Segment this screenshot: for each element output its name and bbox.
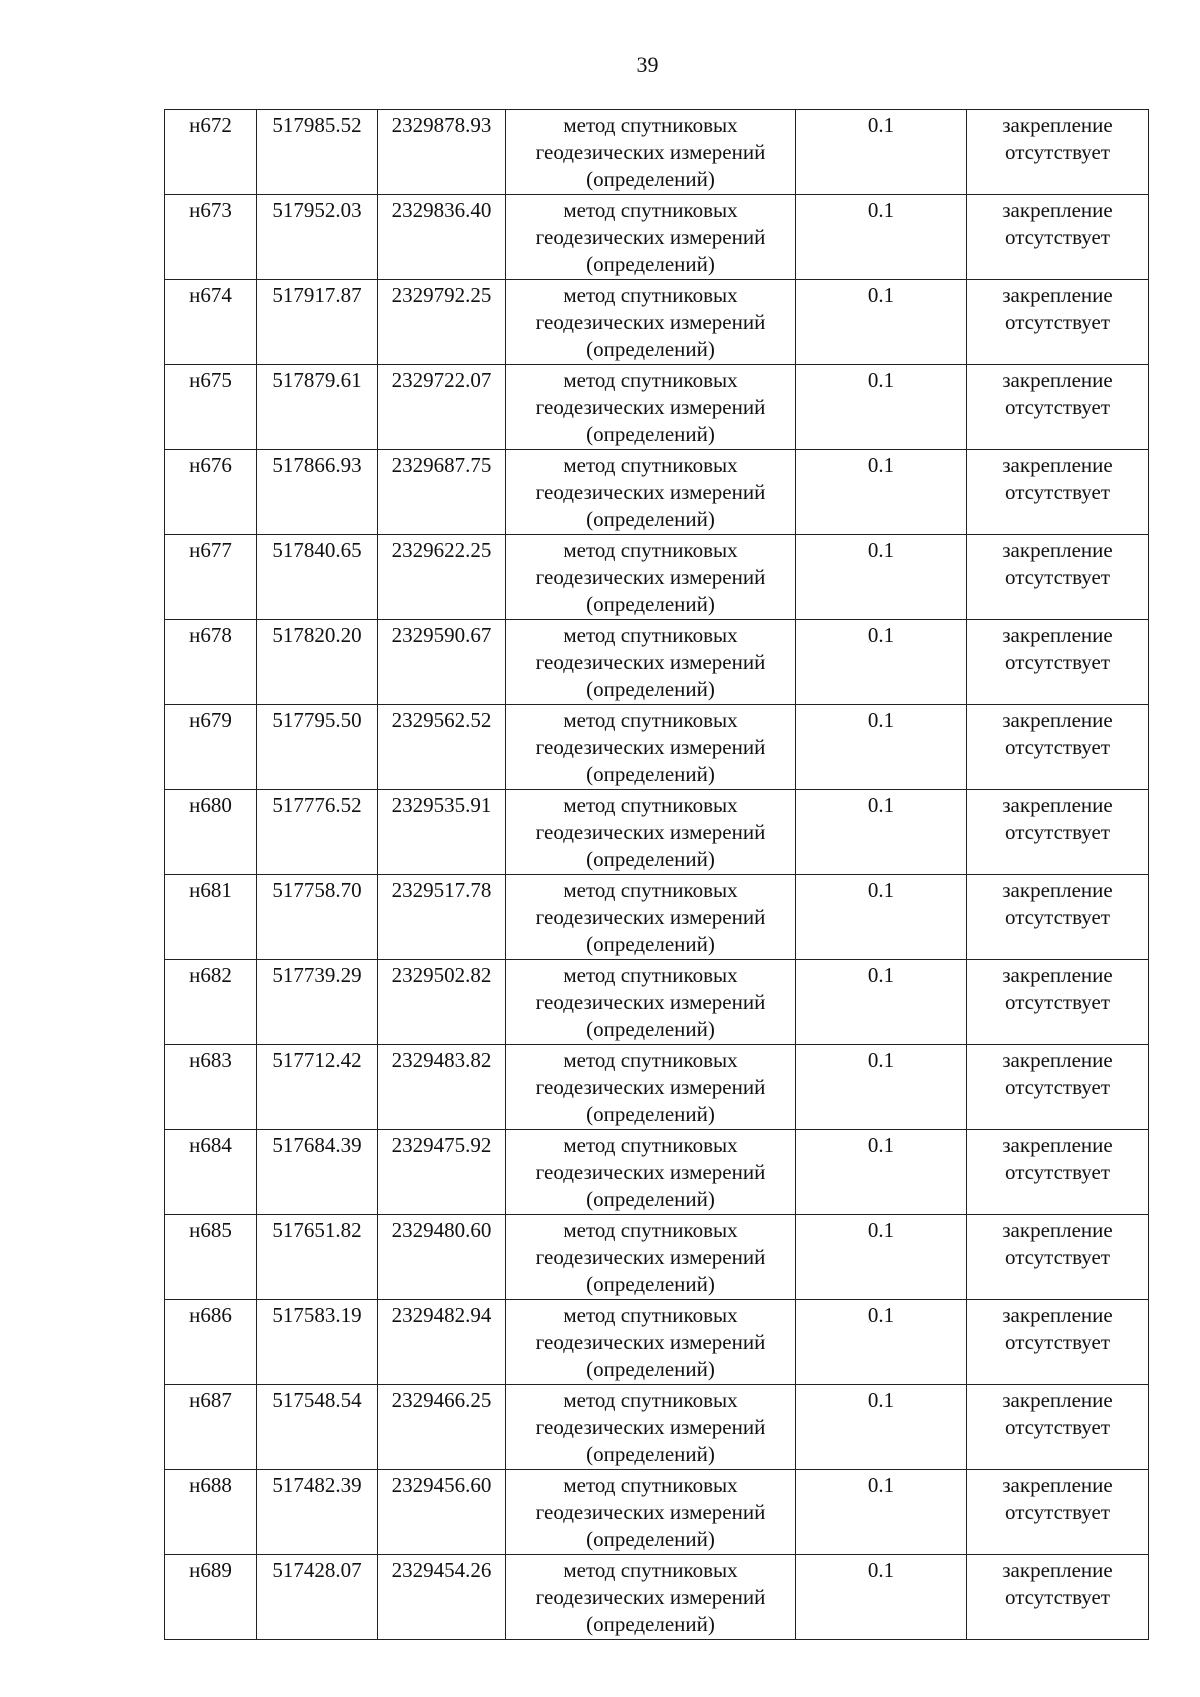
method-cell: метод спутниковых геодезических измерений (определений) (506, 1130, 796, 1215)
accuracy-cell: 0.1 (796, 1045, 967, 1130)
accuracy-cell: 0.1 (796, 1470, 967, 1555)
y-coordinate-cell: 2329562.52 (378, 705, 506, 790)
point-name-cell: н686 (165, 1300, 257, 1385)
table-row (165, 1555, 1149, 1640)
fixing-cell: закрепление отсутствует (967, 365, 1149, 450)
method-cell: метод спутниковых геодезических измерений (определений) (506, 875, 796, 960)
method-cell: метод спутниковых геодезических измерений (определений) (506, 1215, 796, 1300)
table-row (165, 280, 1149, 365)
accuracy-cell: 0.1 (796, 1215, 967, 1300)
table-row (165, 620, 1149, 705)
accuracy-cell: 0.1 (796, 195, 967, 280)
y-coordinate-cell: 2329836.40 (378, 195, 506, 280)
point-name-cell: н676 (165, 450, 257, 535)
x-coordinate-cell: 517820.20 (257, 620, 378, 705)
point-name-cell: н689 (165, 1555, 257, 1640)
method-cell: метод спутниковых геодезических измерений (определений) (506, 1045, 796, 1130)
y-coordinate-cell: 2329590.67 (378, 620, 506, 705)
accuracy-cell: 0.1 (796, 280, 967, 365)
x-coordinate-cell: 517776.52 (257, 790, 378, 875)
x-coordinate-cell: 517866.93 (257, 450, 378, 535)
method-cell: метод спутниковых геодезических измерений (определений) (506, 1470, 796, 1555)
table-row (165, 875, 1149, 960)
accuracy-cell: 0.1 (796, 365, 967, 450)
fixing-cell: закрепление отсутствует (967, 535, 1149, 620)
fixing-cell: закрепление отсутствует (967, 280, 1149, 365)
point-name-cell: н677 (165, 535, 257, 620)
table-row (165, 535, 1149, 620)
accuracy-cell: 0.1 (796, 960, 967, 1045)
y-coordinate-cell: 2329722.07 (378, 365, 506, 450)
table-row (165, 705, 1149, 790)
fixing-cell: закрепление отсутствует (967, 1045, 1149, 1130)
table-row (165, 450, 1149, 535)
y-coordinate-cell: 2329502.82 (378, 960, 506, 1045)
y-coordinate-cell: 2329622.25 (378, 535, 506, 620)
table-row (165, 1300, 1149, 1385)
accuracy-cell: 0.1 (796, 535, 967, 620)
y-coordinate-cell: 2329483.82 (378, 1045, 506, 1130)
point-name-cell: н674 (165, 280, 257, 365)
method-cell: метод спутниковых геодезических измерений (определений) (506, 110, 796, 195)
method-cell: метод спутниковых геодезических измерений (определений) (506, 705, 796, 790)
point-name-cell: н687 (165, 1385, 257, 1470)
y-coordinate-cell: 2329480.60 (378, 1215, 506, 1300)
y-coordinate-cell: 2329517.78 (378, 875, 506, 960)
method-cell: метод спутниковых геодезических измерений (определений) (506, 365, 796, 450)
x-coordinate-cell: 517548.54 (257, 1385, 378, 1470)
method-cell: метод спутниковых геодезических измерений (определений) (506, 195, 796, 280)
x-coordinate-cell: 517482.39 (257, 1470, 378, 1555)
accuracy-cell: 0.1 (796, 1130, 967, 1215)
point-name-cell: н681 (165, 875, 257, 960)
method-cell: метод спутниковых геодезических измерений (определений) (506, 620, 796, 705)
y-coordinate-cell: 2329878.93 (378, 110, 506, 195)
fixing-cell: закрепление отсутствует (967, 705, 1149, 790)
fixing-cell: закрепление отсутствует (967, 110, 1149, 195)
accuracy-cell: 0.1 (796, 450, 967, 535)
fixing-cell: закрепление отсутствует (967, 1470, 1149, 1555)
method-cell: метод спутниковых геодезических измерений (определений) (506, 960, 796, 1045)
fixing-cell: закрепление отсутствует (967, 1300, 1149, 1385)
x-coordinate-cell: 517739.29 (257, 960, 378, 1045)
method-cell: метод спутниковых геодезических измерений (определений) (506, 280, 796, 365)
y-coordinate-cell: 2329475.92 (378, 1130, 506, 1215)
y-coordinate-cell: 2329456.60 (378, 1470, 506, 1555)
table-row (165, 110, 1149, 195)
x-coordinate-cell: 517985.52 (257, 110, 378, 195)
method-cell: метод спутниковых геодезических измерений (определений) (506, 790, 796, 875)
fixing-cell: закрепление отсутствует (967, 620, 1149, 705)
point-name-cell: н675 (165, 365, 257, 450)
fixing-cell: закрепление отсутствует (967, 960, 1149, 1045)
y-coordinate-cell: 2329482.94 (378, 1300, 506, 1385)
point-name-cell: н688 (165, 1470, 257, 1555)
accuracy-cell: 0.1 (796, 790, 967, 875)
y-coordinate-cell: 2329454.26 (378, 1555, 506, 1640)
table-row (165, 1215, 1149, 1300)
page-number: 39 (636, 52, 659, 77)
table-row (165, 790, 1149, 875)
coordinates-table-body (165, 110, 1149, 1640)
y-coordinate-cell: 2329535.91 (378, 790, 506, 875)
fixing-cell: закрепление отсутствует (967, 1555, 1149, 1640)
point-name-cell: н673 (165, 195, 257, 280)
x-coordinate-cell: 517879.61 (257, 365, 378, 450)
y-coordinate-cell: 2329792.25 (378, 280, 506, 365)
x-coordinate-cell: 517428.07 (257, 1555, 378, 1640)
x-coordinate-cell: 517952.03 (257, 195, 378, 280)
point-name-cell: н678 (165, 620, 257, 705)
table-row (165, 365, 1149, 450)
accuracy-cell: 0.1 (796, 1385, 967, 1470)
coordinates-table (164, 109, 1149, 1640)
fixing-cell: закрепление отсутствует (967, 1215, 1149, 1300)
y-coordinate-cell: 2329687.75 (378, 450, 506, 535)
fixing-cell: закрепление отсутствует (967, 195, 1149, 280)
point-name-cell: н683 (165, 1045, 257, 1130)
table-row (165, 960, 1149, 1045)
fixing-cell: закрепление отсутствует (967, 790, 1149, 875)
fixing-cell: закрепление отсутствует (967, 1130, 1149, 1215)
method-cell: метод спутниковых геодезических измерений (определений) (506, 535, 796, 620)
table-row (165, 1470, 1149, 1555)
x-coordinate-cell: 517684.39 (257, 1130, 378, 1215)
y-coordinate-cell: 2329466.25 (378, 1385, 506, 1470)
accuracy-cell: 0.1 (796, 110, 967, 195)
table-row (165, 1045, 1149, 1130)
table-row (165, 1385, 1149, 1470)
accuracy-cell: 0.1 (796, 1555, 967, 1640)
point-name-cell: н672 (165, 110, 257, 195)
fixing-cell: закрепление отсутствует (967, 875, 1149, 960)
method-cell: метод спутниковых геодезических измерений (определений) (506, 1385, 796, 1470)
accuracy-cell: 0.1 (796, 875, 967, 960)
accuracy-cell: 0.1 (796, 1300, 967, 1385)
method-cell: метод спутниковых геодезических измерений (определений) (506, 450, 796, 535)
table-row (165, 1130, 1149, 1215)
point-name-cell: н679 (165, 705, 257, 790)
point-name-cell: н680 (165, 790, 257, 875)
x-coordinate-cell: 517917.87 (257, 280, 378, 365)
x-coordinate-cell: 517840.65 (257, 535, 378, 620)
method-cell: метод спутниковых геодезических измерений (определений) (506, 1300, 796, 1385)
point-name-cell: н685 (165, 1215, 257, 1300)
x-coordinate-cell: 517651.82 (257, 1215, 378, 1300)
accuracy-cell: 0.1 (796, 620, 967, 705)
accuracy-cell: 0.1 (796, 705, 967, 790)
x-coordinate-cell: 517712.42 (257, 1045, 378, 1130)
x-coordinate-cell: 517795.50 (257, 705, 378, 790)
table-row (165, 195, 1149, 280)
x-coordinate-cell: 517583.19 (257, 1300, 378, 1385)
fixing-cell: закрепление отсутствует (967, 450, 1149, 535)
method-cell: метод спутниковых геодезических измерений (определений) (506, 1555, 796, 1640)
point-name-cell: н682 (165, 960, 257, 1045)
fixing-cell: закрепление отсутствует (967, 1385, 1149, 1470)
x-coordinate-cell: 517758.70 (257, 875, 378, 960)
point-name-cell: н684 (165, 1130, 257, 1215)
